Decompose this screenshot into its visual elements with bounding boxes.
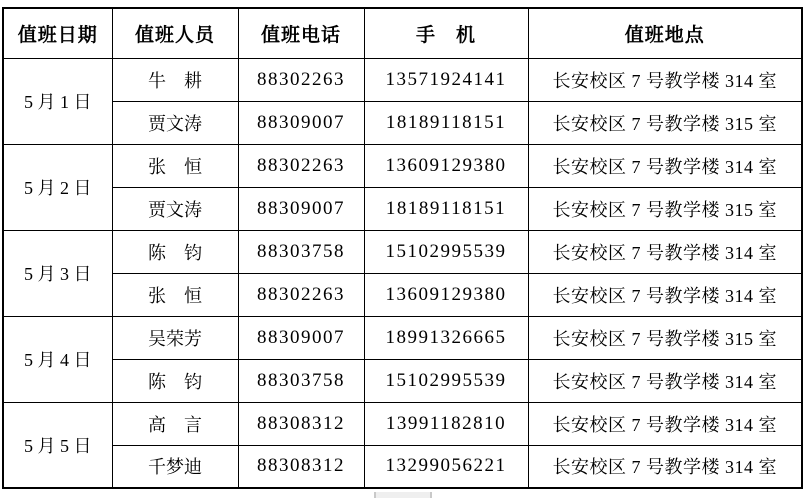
mobile-cell: 15102995539: [364, 359, 528, 402]
duty-phone-cell: 88303758: [238, 359, 364, 402]
duty-location-cell: 长安校区 7 号教学楼 315 室: [528, 101, 802, 144]
mobile-cell: 13609129380: [364, 273, 528, 316]
duty-phone-cell: 88302263: [238, 144, 364, 187]
person-name-cell: 千梦迪: [112, 445, 238, 488]
duty-location-cell: 长安校区 7 号教学楼 314 室: [528, 273, 802, 316]
person-name-cell: 陈 钧: [112, 359, 238, 402]
table-row: [3, 402, 802, 445]
duty-location-cell: 长安校区 7 号教学楼 314 室: [528, 58, 802, 101]
duty-date-cell: 5 月 5 日: [3, 402, 112, 488]
table-row: [3, 144, 802, 187]
mobile-cell: 15102995539: [364, 230, 528, 273]
person-name-cell: 贾文涛: [112, 101, 238, 144]
table-row: [3, 273, 802, 316]
duty-phone-cell: 88303758: [238, 230, 364, 273]
duty-location-cell: 长安校区 7 号教学楼 315 室: [528, 316, 802, 359]
duty-phone-cell: 88308312: [238, 402, 364, 445]
table-row: [3, 230, 802, 273]
mobile-cell: 13299056221: [364, 445, 528, 488]
duty-date-cell: 5 月 1 日: [3, 58, 112, 144]
mobile-cell: 18189118151: [364, 187, 528, 230]
person-name-cell: 贾文涛: [112, 187, 238, 230]
duty-phone-cell: 88308312: [238, 445, 364, 488]
duty-location-cell: 长安校区 7 号教学楼 314 室: [528, 144, 802, 187]
mobile-cell: 13991182810: [364, 402, 528, 445]
table-row: [3, 101, 802, 144]
mobile-cell: 18189118151: [364, 101, 528, 144]
mobile-cell: 13571924141: [364, 58, 528, 101]
person-name-cell: 张 恒: [112, 273, 238, 316]
person-name-cell: 高 言: [112, 402, 238, 445]
person-name-cell: 吴荣芳: [112, 316, 238, 359]
col-header-duty-date: 值班日期: [3, 8, 112, 58]
duty-location-cell: 长安校区 7 号教学楼 314 室: [528, 230, 802, 273]
mobile-cell: 18991326665: [364, 316, 528, 359]
col-header-duty-location: 值班地点: [528, 8, 802, 58]
table-row: [3, 359, 802, 402]
header-row: [3, 8, 802, 58]
person-name-cell: 牛 耕: [112, 58, 238, 101]
duty-phone-cell: 88309007: [238, 316, 364, 359]
duty-date-cell: 5 月 3 日: [3, 230, 112, 316]
duty-location-cell: 长安校区 7 号教学楼 314 室: [528, 359, 802, 402]
duty-location-cell: 长安校区 7 号教学楼 314 室: [528, 402, 802, 445]
duty-location-cell: 长安校区 7 号教学楼 315 室: [528, 187, 802, 230]
table-row: [3, 187, 802, 230]
duty-schedule-table: [2, 7, 803, 489]
person-name-cell: 陈 钧: [112, 230, 238, 273]
col-header-duty-person: 值班人员: [112, 8, 238, 58]
table-row: [3, 58, 802, 101]
duty-date-cell: 5 月 2 日: [3, 144, 112, 230]
mobile-cell: 13609129380: [364, 144, 528, 187]
duty-phone-cell: 88302263: [238, 273, 364, 316]
table-row: [3, 445, 802, 488]
duty-phone-cell: 88309007: [238, 187, 364, 230]
col-header-duty-phone: 值班电话: [238, 8, 364, 58]
duty-phone-cell: 88309007: [238, 101, 364, 144]
duty-phone-cell: 88302263: [238, 58, 364, 101]
col-header-mobile: 手 机: [364, 8, 528, 58]
horizontal-scrollbar-thumb[interactable]: [374, 492, 432, 498]
duty-location-cell: 长安校区 7 号教学楼 314 室: [528, 445, 802, 488]
table-row: [3, 316, 802, 359]
duty-date-cell: 5 月 4 日: [3, 316, 112, 402]
person-name-cell: 张 恒: [112, 144, 238, 187]
